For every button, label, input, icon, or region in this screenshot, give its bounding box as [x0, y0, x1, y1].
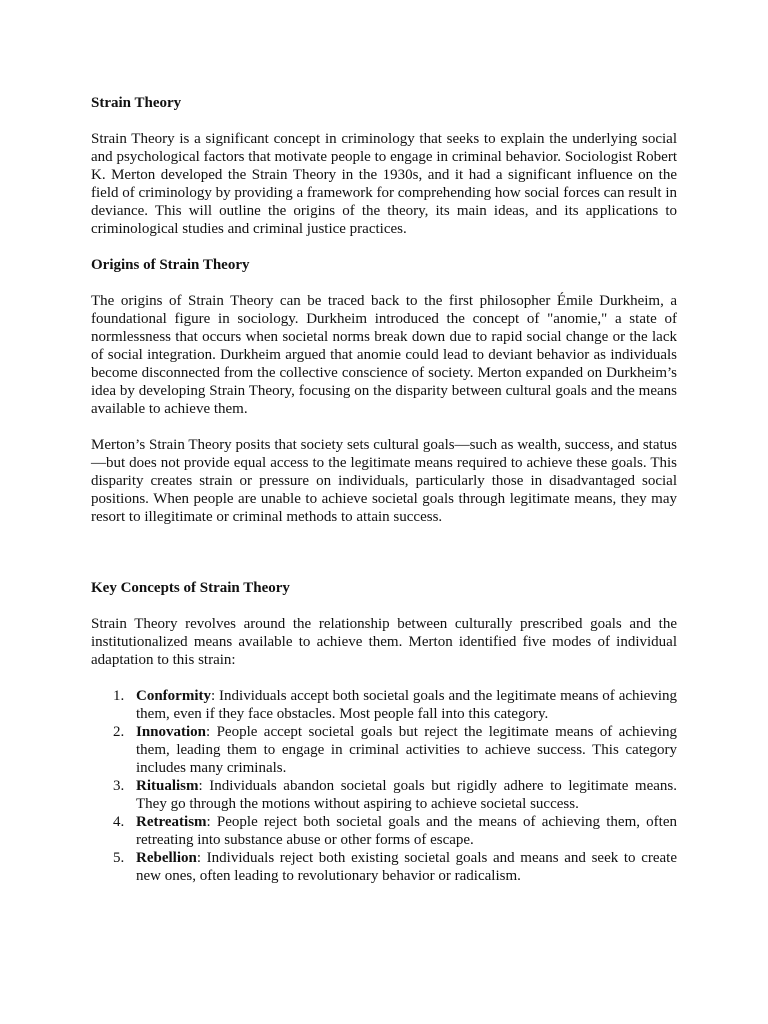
origins-paragraph-1: The origins of Strain Theory can be traced back to the first philosopher Émile Durkheim, a foundational figure in sociology. Durkheim introduced the concept of "anomie," a state of normlessness that occurs when societal norms break down due to rapid social change or the lack of social integration. Durkheim argued that anomie could lead to deviant behavior as individuals become disconnected from the collective conscience of society. Merton expanded on Durkheim’s idea by developing Strain Theory, focusing on the disparity between cultural goals and the means available to achieve them.	[91, 293, 677, 417]
list-term: Ritualism	[136, 778, 199, 794]
list-item	[91, 813, 677, 849]
list-term: Rebellion	[136, 850, 197, 866]
intro-paragraph: Strain Theory is a significant concept in criminology that seeks to explain the underlying social and psychological factors that motivate people to engage in criminal behavior. Sociologist Robert K. Merton developed the Strain Theory in the 1930s, and it had a significant influence on the field of criminology by providing a framework for comprehending how social forces can result in deviance. This will outline the origins of the theory, its main ideas, and its applications to criminological studies and criminal justice practices.	[91, 131, 677, 237]
key-concepts-paragraph: Strain Theory revolves around the relationship between culturally prescribed goals and the institutionalized means available to achieve them. Merton identified five modes of individual adaptation to this strain:	[91, 616, 677, 668]
list-number: 2.	[113, 724, 125, 740]
list-item	[91, 723, 677, 777]
document-title: Strain Theory	[91, 95, 182, 111]
list-term: Retreatism	[136, 814, 207, 830]
list-number: 1.	[113, 688, 125, 704]
origins-paragraph-2: Merton’s Strain Theory posits that society sets cultural goals—such as wealth, success, and status—but does not provide equal access to the legitimate means required to achieve these goals. This disparity creates strain or pressure on individuals, particularly those in disadvantaged social positions. When people are unable to achieve societal goals through legitimate means, they may resort to illegitimate or criminal methods to attain success.	[91, 437, 677, 525]
list-term: Innovation	[136, 724, 207, 740]
list-text: : Individuals reject both existing societal goals and means and seek to create new ones, often leading to revolutionary behavior or radicalism.	[136, 850, 677, 884]
list-text: : People accept societal goals but reject the legitimate means of achieving them, leading them to engage in criminal activities to achieve success. This category includes many criminals.	[136, 724, 677, 776]
document-page	[91, 94, 677, 885]
list-item	[91, 687, 677, 723]
list-number: 5.	[113, 850, 125, 866]
list-number: 4.	[113, 814, 125, 830]
list-text: : Individuals abandon societal goals but rigidly adhere to legitimate means. They go through the motions without aspiring to achieve societal success.	[136, 778, 677, 812]
list-item	[91, 849, 677, 885]
list-number: 3.	[113, 778, 125, 794]
origins-heading: Origins of Strain Theory	[91, 257, 250, 273]
list-term: Conformity	[136, 688, 211, 704]
key-concepts-heading: Key Concepts of Strain Theory	[91, 580, 290, 596]
list-text: : Individuals accept both societal goals and the legitimate means of achieving them, even if they face obstacles. Most people fall into this category.	[136, 688, 677, 722]
list-item	[91, 777, 677, 813]
adaptation-list	[91, 687, 677, 885]
list-text: : People reject both societal goals and the means of achieving them, often retreating into substance abuse or other forms of escape.	[136, 814, 677, 848]
